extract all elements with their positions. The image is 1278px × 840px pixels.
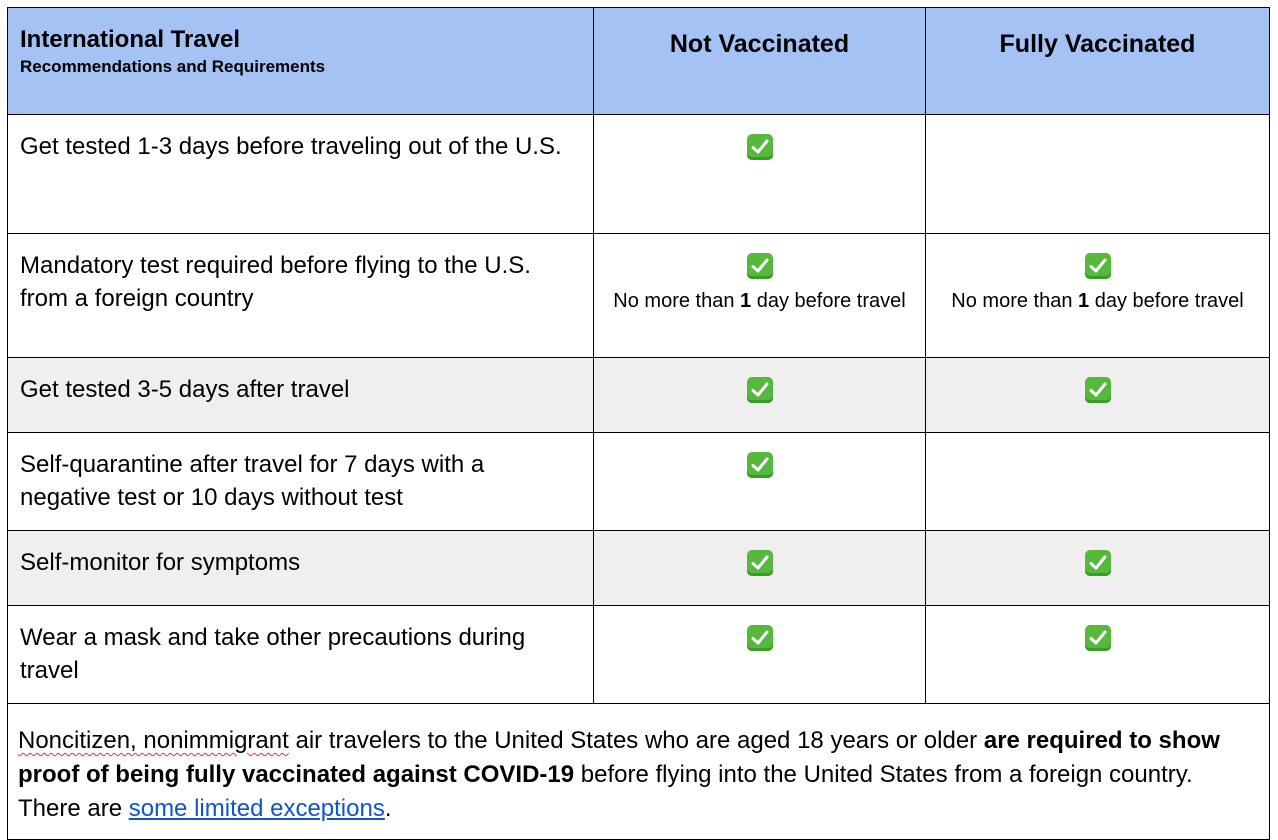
fully-vaccinated-cell: [926, 358, 1270, 433]
not-vaccinated-cell: [594, 433, 926, 531]
header-fully-vaccinated: Fully Vaccinated: [926, 8, 1270, 115]
table-row: [8, 531, 1270, 606]
not-vaccinated-cell: [594, 358, 926, 433]
table-row: [8, 606, 1270, 704]
table-row: [8, 234, 1270, 358]
table-row: [8, 358, 1270, 433]
not-vaccinated-cell: [594, 531, 926, 606]
check-mark-icon: [1085, 253, 1111, 279]
table-row: [8, 115, 1270, 234]
fully-vaccinated-cell: [926, 531, 1270, 606]
travel-requirements-table: [7, 7, 1270, 840]
not-vaccinated-cell: [594, 234, 926, 358]
fully-vaccinated-cell: [926, 115, 1270, 234]
row-label: Self-quarantine after travel for 7 days with a negative test or 10 days without test: [8, 433, 594, 531]
check-mark-icon: [1085, 550, 1111, 576]
not-vaccinated-cell: [594, 606, 926, 704]
not-vaccinated-cell: [594, 115, 926, 234]
check-mark-icon: [747, 134, 773, 160]
check-mark-icon: [747, 452, 773, 478]
table-subtitle: Recommendations and Requirements: [20, 57, 326, 76]
fully-vaccinated-cell: [926, 606, 1270, 704]
vaccination-requirement-note: Noncitizen, nonimmigrant air travelers to the United States who are aged 18 years or older are required to show proof of being fully vaccinated against COVID-19 before flying into the United States from a foreign country. There are some limited exceptions.: [8, 704, 1270, 840]
test-timing-note: No more than 1 day before travel: [951, 290, 1244, 312]
row-label: Get tested 3-5 days after travel: [8, 358, 594, 433]
header-row: [8, 8, 1270, 115]
row-label: Self-monitor for symptoms: [8, 531, 594, 606]
check-mark-icon: [1085, 377, 1111, 403]
check-mark-icon: [747, 253, 773, 279]
limited-exceptions-link[interactable]: some limited exceptions: [128, 795, 385, 822]
test-timing-note: No more than 1 day before travel: [613, 290, 906, 312]
fully-vaccinated-cell: [926, 433, 1270, 531]
check-mark-icon: [747, 625, 773, 651]
table-title: International Travel: [20, 26, 241, 53]
fully-vaccinated-cell: [926, 234, 1270, 358]
header-not-vaccinated: Not Vaccinated: [594, 8, 926, 115]
table-row: [8, 433, 1270, 531]
check-mark-icon: [747, 377, 773, 403]
check-mark-icon: [747, 550, 773, 576]
row-label: Wear a mask and take other precautions during travel: [8, 606, 594, 704]
footer-row: [8, 704, 1270, 840]
spellcheck-flagged-text: Noncitizen, nonimmigrant: [18, 727, 289, 754]
header-title-cell: [8, 8, 594, 115]
row-label: Mandatory test required before flying to the U.S. from a foreign country: [8, 234, 594, 358]
check-mark-icon: [1085, 625, 1111, 651]
row-label: Get tested 1-3 days before traveling out of the U.S.: [8, 115, 594, 234]
